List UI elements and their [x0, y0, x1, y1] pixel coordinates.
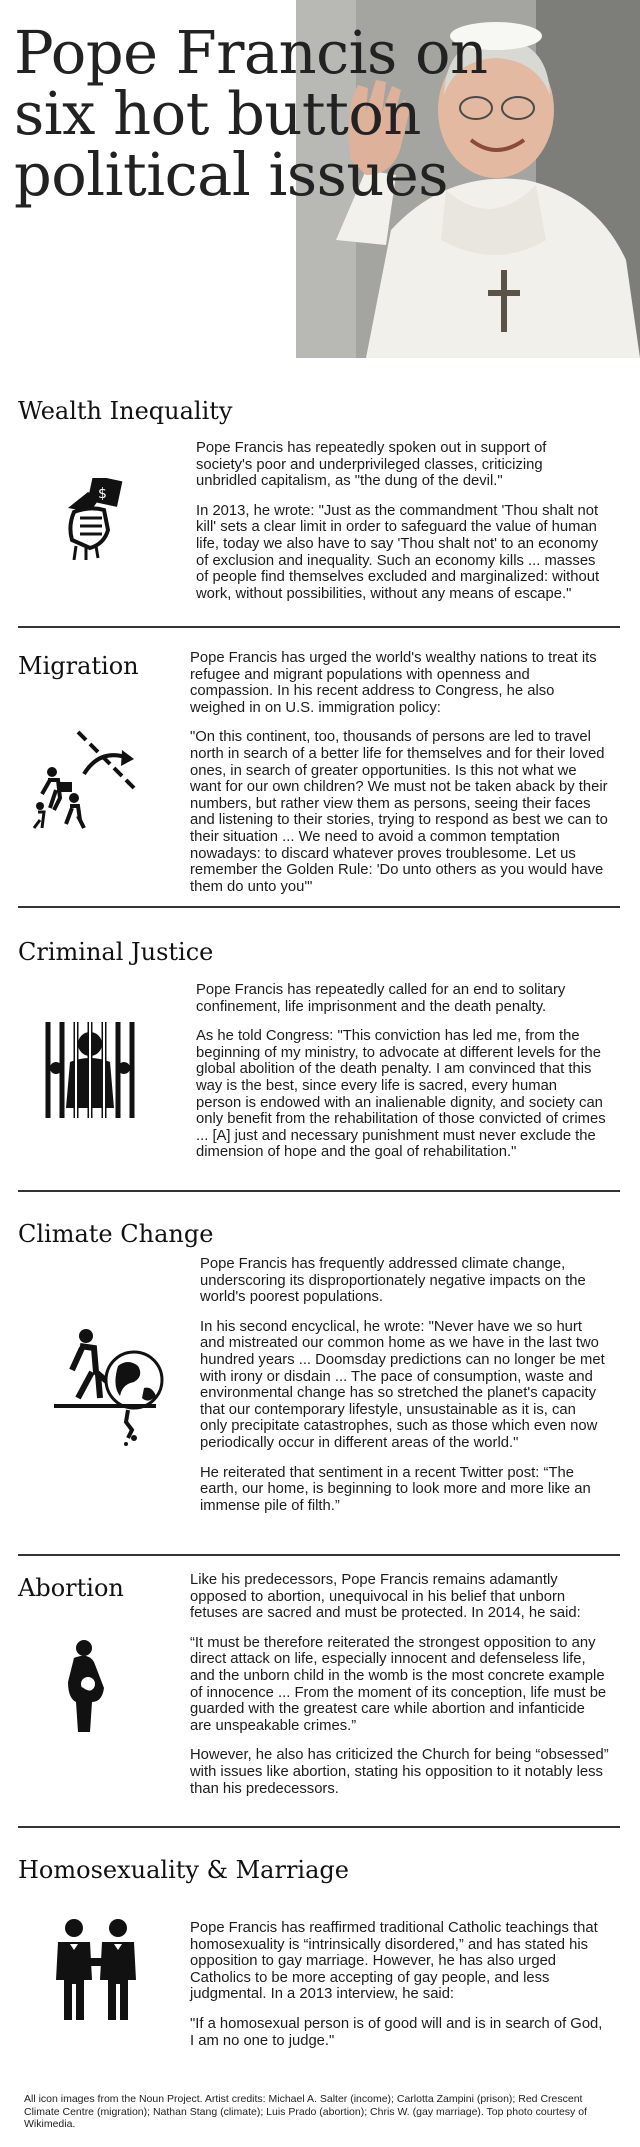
migration-icon [30, 728, 140, 843]
paragraph: In his second encyclical, he wrote: "Never have we so hurt and mistreated our common home as we have in the last two hundred years ... Doomsday predictions can no longer be met with irony or disdain ... The pace of consumption, waste and environmental change has so stretched the planet's capacity that our contemporary lifestyle, unsustainable as it is, can only precipitate catastrophes, such as those which even now periodically occur in different areas of the world." [200, 1318, 605, 1451]
wealth-inequality-text [196, 440, 601, 615]
heading-migration: Migration [18, 652, 139, 680]
paragraph: Pope Francis has repeatedly called for an end to solitary confinement, life imprisonment and the death penalty. [196, 982, 566, 1015]
climate-icon [48, 1326, 168, 1451]
paragraph: In 2013, he wrote: "Just as the commandment 'Thou shalt not kill' sets a clear limit in order to safeguard the value of human life, today we also have to say 'Thou shalt not' to an economy of exclusion and inequality. Such an economy kills ... masses of people find themselves excluded and marginalized: without work, without possibilities, without any means of escape." [196, 502, 600, 602]
heading-criminal-justice: Criminal Justice [18, 938, 214, 966]
paragraph: "On this continent, too, thousands of persons are led to travel north in search of a better life for themselves and for their loved ones, in search of greater opportunities. Is this not what we want for our own children? We must not be taken aback by their numbers, but rather view them as persons, seeing their faces and listening to their stories, trying to respond as best we can to their situation ... We need to avoid a common temptation nowadays: to discard whatever proves troublesome. Let us remember the Golden Rule: 'Do unto others as you would have them do unto you'" [190, 729, 608, 895]
heading-homosexuality-marriage: Homosexuality & Marriage [18, 1856, 349, 1884]
paragraph: As he told Congress: "This conviction has led me, from the beginning of my ministry, to advocate at different levels for the global abolition of the death penalty. I am convinced that this way is the best, since every life is sacred, every human person is endowed with an inalienable dignity, and society can only benefit from the rehabilitation of those convicted of crimes ... [A] just and necessary punishment must never exclude the dimension of hope and the goal of rehabilitation." [196, 1028, 606, 1161]
paragraph: He reiterated that sentiment in a recent Twitter post: “The earth, our home, is beginning to look more and more like an immense pile of filth.” [200, 1464, 591, 1514]
divider [18, 906, 620, 908]
heading-climate-change: Climate Change [18, 1220, 214, 1248]
prison-icon [40, 1018, 140, 1127]
paragraph: Pope Francis has urged the world's wealthy nations to treat its refugee and migrant populations with openness and compassion. In his recent address to Congress, he also weighed in on U.S. immigration policy: [190, 650, 597, 716]
paragraph: However, he also has criticized the Church for being “obsessed” with issues like abortion, stating his opposition to it notably less than his predecessors. [190, 1747, 609, 1797]
income-icon [60, 478, 130, 565]
divider [18, 626, 620, 628]
migration-text [190, 650, 608, 908]
image-credits: All icon images from the Noun Project. Artist credits: Michael A. Salter (income); Carlotta Zampini (prison); Red Crescent Climate Centre (migration); Nathan Stang (climate); Luis Prado (abortion); Chris W. (gay marriage). Top photo courtesy of Wikimedia. [24, 2093, 587, 2130]
paragraph: Like his predecessors, Pope Francis remains adamantly opposed to abortion, unequivocal in his belief that unborn fetuses are sacred and must be protected. In 2014, he said: [190, 1572, 581, 1622]
divider [18, 1190, 620, 1192]
abortion-text [190, 1572, 610, 1810]
paragraph: “It must be therefore reiterated the strongest opposition to any direct attack on life, especially innocent and defenseless life, and the unborn child in the womb is the most concrete example of innocence ... From the moment of its conception, life must be guarded with the greatest care while abortion and infanticide are unspeakable crimes.” [190, 1634, 607, 1734]
abortion-icon [58, 1638, 118, 1739]
heading-abortion: Abortion [18, 1574, 124, 1602]
paragraph: "If a homosexual person is of good will and is in search of God, I am no one to judge." [190, 2015, 603, 2049]
page-title: Pope Francis on six hot button political issues [14, 18, 488, 209]
heading-wealth-inequality: Wealth Inequality [18, 397, 233, 425]
divider [18, 1554, 620, 1556]
paragraph: Pope Francis has reaffirmed traditional Catholic teachings that homosexuality is “intrinsically disordered,” and has stated his opposition to gay marriage. However, he has also urged Catholics to be more accepting of gay people, and less judgmental. In a 2013 interview, he said: [190, 1920, 598, 2003]
divider [18, 1826, 620, 1828]
homosexuality-marriage-text [190, 1920, 610, 2062]
paragraph: Pope Francis has repeatedly spoken out in support of society's poor and underprivileged classes, criticizing unbridled capitalism, as "the dung of the devil." [196, 440, 547, 490]
criminal-justice-text [196, 982, 606, 1174]
paragraph: Pope Francis has frequently addressed climate change, underscoring its disproportionately negative impacts on the world's poorest populations. [200, 1256, 586, 1306]
gay-marriage-icon [48, 1918, 144, 2027]
climate-change-text [200, 1256, 606, 1527]
svg-text:$: $ [98, 486, 107, 502]
